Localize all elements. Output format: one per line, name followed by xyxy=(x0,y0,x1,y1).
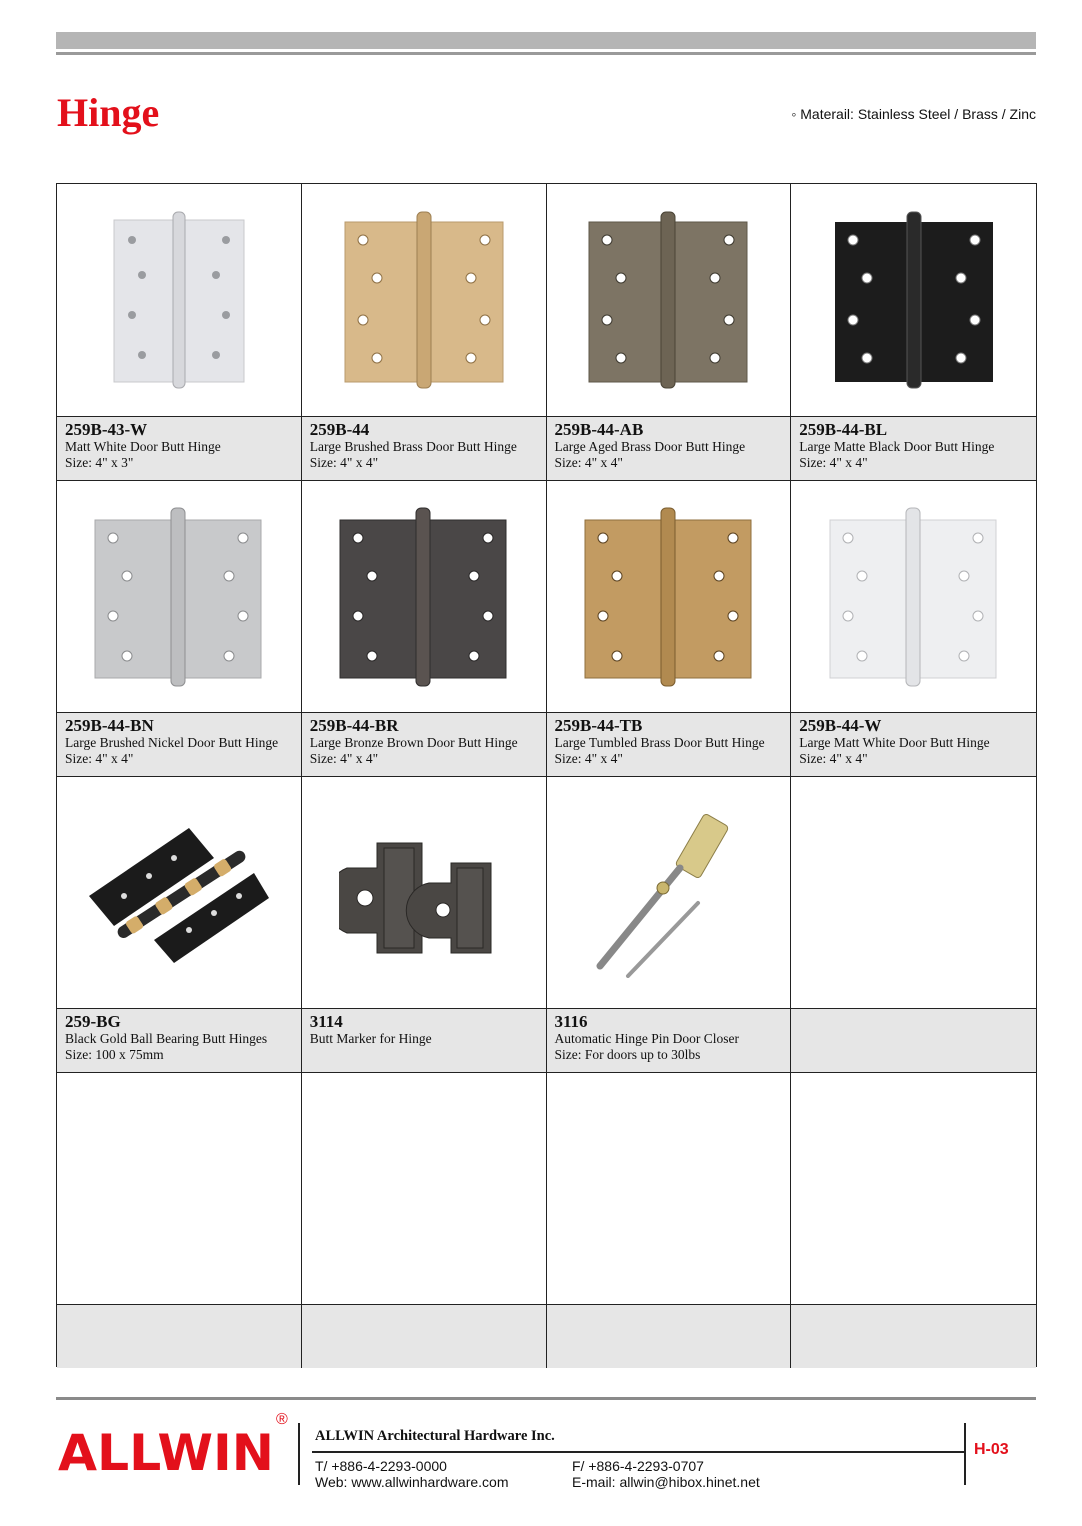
product-description: Matt White Door Butt Hinge xyxy=(65,439,221,454)
product-description: Large Aged Brass Door Butt Hinge xyxy=(554,439,746,454)
product-grid xyxy=(56,183,1037,1367)
product-info-cell xyxy=(57,1009,302,1073)
product-size: Size: For doors up to 30lbs xyxy=(554,1047,701,1062)
product-code: 259B-44-TB xyxy=(554,716,643,735)
product-size: Size: 100 x 75mm xyxy=(65,1047,164,1062)
company-underline xyxy=(312,1451,964,1453)
product-description: Butt Marker for Hinge xyxy=(309,1031,432,1046)
product-code: 259B-44-W xyxy=(799,716,882,735)
material-note: ◦ Materail: Stainless Steel / Brass / Zinc xyxy=(791,106,1036,122)
product-code: 259B-44-BL xyxy=(799,420,888,439)
phone: T/ +886-4-2293-0000 xyxy=(315,1458,447,1474)
product-size: Size: 4" x 4" xyxy=(65,751,134,766)
product-description: Automatic Hinge Pin Door Closer xyxy=(554,1031,739,1046)
product-code: 259B-43-W xyxy=(65,420,148,439)
hinge-aged-brass-icon xyxy=(583,210,753,390)
empty-info-cell xyxy=(791,1305,1036,1368)
footer-divider xyxy=(298,1423,300,1485)
page-title: Hinge xyxy=(57,90,160,135)
footer-rule xyxy=(56,1397,1036,1400)
product-code: 259B-44-AB xyxy=(554,420,644,439)
empty-image-cell xyxy=(791,777,1036,1009)
product-info-cell xyxy=(302,1009,547,1073)
product-description: Large Matte Black Door Butt Hinge xyxy=(799,439,995,454)
product-size: Size: 4" x 4" xyxy=(799,455,868,470)
hinge-brushed-nickel-icon xyxy=(91,504,266,689)
product-description: Large Tumbled Brass Door Butt Hinge xyxy=(554,735,765,750)
registered-mark: ® xyxy=(276,1411,288,1428)
empty-image-cell xyxy=(547,1073,792,1305)
product-info-cell xyxy=(547,713,792,777)
hinge-bronze-brown-icon xyxy=(336,504,511,689)
product-image-cell xyxy=(547,481,792,713)
empty-image-cell xyxy=(302,1073,547,1305)
product-info-cell xyxy=(57,417,302,481)
product-info-cell xyxy=(547,417,792,481)
product-code: 259B-44 xyxy=(309,420,370,439)
product-code: 3114 xyxy=(309,1012,343,1031)
product-info-cell xyxy=(791,713,1036,777)
header-rule-thick xyxy=(56,32,1036,49)
product-info-cell xyxy=(791,417,1036,481)
product-image-cell xyxy=(57,777,302,1009)
product-image-cell xyxy=(57,184,302,417)
pin-door-closer-icon xyxy=(588,808,748,978)
empty-image-cell xyxy=(791,1073,1036,1305)
butt-marker-icon xyxy=(339,828,509,958)
hinge-black-gold-icon xyxy=(79,818,279,968)
product-image-cell xyxy=(547,184,792,417)
product-size: Size: 4" x 4" xyxy=(799,751,868,766)
product-code: 259-BG xyxy=(65,1012,121,1031)
product-description: Large Matt White Door Butt Hinge xyxy=(799,735,990,750)
svg-text:ALLWIN: ALLWIN xyxy=(58,1424,274,1476)
header-rule-thin xyxy=(56,52,1036,55)
product-size: Size: 4" x 3" xyxy=(65,455,134,470)
hinge-large-matt-white-icon xyxy=(826,504,1001,689)
product-image-cell xyxy=(57,481,302,713)
product-image-cell xyxy=(302,481,547,713)
product-size: Size: 4" x 4" xyxy=(309,751,379,766)
product-image-cell xyxy=(547,777,792,1009)
page-code: H-03 xyxy=(974,1441,1009,1458)
website: Web: www.allwinhardware.com xyxy=(315,1474,509,1490)
product-image-cell xyxy=(791,481,1036,713)
hinge-matt-white-icon xyxy=(104,210,254,390)
product-code: 259B-44-BN xyxy=(65,716,154,735)
product-info-cell xyxy=(547,1009,792,1073)
product-size: Size: 4" x 4" xyxy=(309,455,379,470)
fax: F/ +886-4-2293-0707 xyxy=(572,1458,704,1474)
empty-info-cell xyxy=(57,1305,302,1368)
email: E-mail: allwin@hibox.hinet.net xyxy=(572,1474,760,1490)
hinge-matte-black-icon xyxy=(829,210,999,390)
product-info-cell xyxy=(302,417,547,481)
allwin-logo xyxy=(58,1424,276,1476)
empty-info-cell xyxy=(302,1305,547,1368)
empty-info-cell xyxy=(791,1009,1036,1073)
company-name: ALLWIN Architectural Hardware Inc. xyxy=(315,1428,555,1444)
product-size: Size: 4" x 4" xyxy=(554,455,623,470)
product-description: Black Gold Ball Bearing Butt Hinges xyxy=(65,1031,268,1046)
product-info-cell xyxy=(302,713,547,777)
hinge-tumbled-brass-icon xyxy=(581,504,756,689)
product-image-cell xyxy=(302,184,547,417)
footer-divider-right xyxy=(964,1423,966,1485)
product-code: 259B-44-BR xyxy=(309,716,399,735)
empty-image-cell xyxy=(57,1073,302,1305)
empty-info-cell xyxy=(547,1305,792,1368)
product-description: Large Brushed Brass Door Butt Hinge xyxy=(309,439,517,454)
product-size: Size: 4" x 4" xyxy=(554,751,623,766)
product-image-cell xyxy=(791,184,1036,417)
product-info-cell xyxy=(57,713,302,777)
product-description: Large Bronze Brown Door Butt Hinge xyxy=(309,735,518,750)
hinge-brushed-brass-icon xyxy=(339,210,509,390)
product-code: 3116 xyxy=(554,1012,588,1031)
product-image-cell xyxy=(302,777,547,1009)
product-description: Large Brushed Nickel Door Butt Hinge xyxy=(65,735,279,750)
